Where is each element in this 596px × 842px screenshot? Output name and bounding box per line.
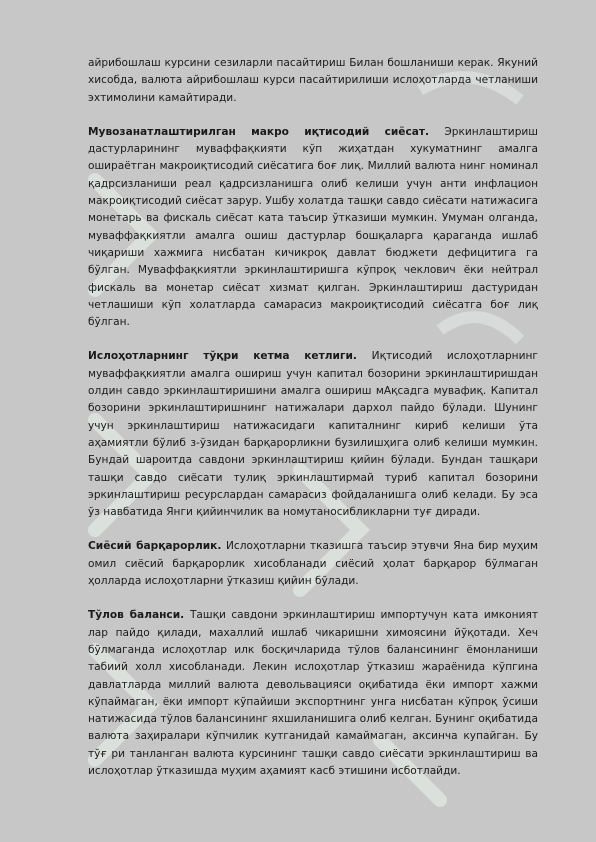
paragraph-4	[88, 538, 538, 590]
paragraph-2-text: Эркинлаштириш дастурларининг муваффақкияти кўп жиҳатдан хукуматнинг амалга ошираётган макроиқтисодий сиёсатига боғ лиқ. Миллий валюта нинг номинал қадрсизланиши реал қадрсизланишга олиб келиши учун анти инфлацион макроиқтисодий сиёсат зарур. Ушбу холатда ташқи савдо сиёсати натижасига монетарь ва фискаль сиёсат ката таъсир ўтказиши мумкин. Умуман олганда, муваффақкиятли амалга ошиш дастурлар бошқаларга қараганда ишлаб чиқариши хажмига нисбатан кичикроқ давлат бюджети дефицитига га бўлган. Муваффақкиятли эркинлаштиришга кўпроқ чеклович ёки нейтрал фискаль ва монетар сиёсат хизмат қилган. Эркинлаштириш дастуридан четлашиши кўп холатларда самарасиз макроиқтисодий сиёсатга боғ лиқ бўлган.	[88, 125, 538, 329]
paragraph-3-text: Иқтисодий ислоҳотларнинг муваффақкиятли амалга ошириш учун капитал бозорини эркинлаштиришдан олдин савдо эркинлаштиришини амалга ошириш мАқсадга мувафиқ. Капитал бозорини эркинлаштиришнинг натижалари дархол пайдо бўлади. Шунинг учун эркинлаштириш натижасидаги капиталнинг кириб келиши ўта аҳамиятли бўлиб з-ўзидан барқарорликни бузилишҳига олиб келиши мумкин. Бундай шароитда савдони эркинлаштириш қийин бўлади. Бундан ташқари ташқи савдо сиёсати тулиқ эркинлаштирмай туриб капитал бозорини эркинлаштириш ресурслардан самарасиз фойдаланишга олиб келади. Бу эса ўз навбатида Янги қийинчилик ва номутаносибликларни туғ диради.	[88, 350, 538, 519]
paragraph-1-text: айрибошлаш курсини сезиларли пасайтириш Билан бошланиши керак. Якуний хисобда, валюта айрибошлаш курси пасайтирилиши ислоҳотларда четланиши эхтимолини камайтиради.	[88, 57, 538, 104]
paragraph-1	[88, 55, 538, 107]
document-body	[88, 55, 538, 797]
paragraph-5-text: Ташқи савдони эркинлаштириш импортучун ката имконият лар пайдо қилади, махаллий ишлаб чикаришни химоясини йўқотади. Хеч бўлмаганда ислоҳотлар илк босқичларида тўлов балансининг ёмонланиши табиий холл хисобланади. Лекин ислоҳотлар ўтказиш жараёнида кўпгина давлатларда миллий валюта девольвацияси оқибатида ёки импорт хажми кўпаймаган, ёки импорт кўпайиши экспортнинг унга нисбатан кўпроқ ўсиши натижасида тўлов балансининг яхшиланишига олиб келган. Бунинг оқибатида валюта заҳиралари кўпчилик кутганидай камаймаган, аксинча купайган. Бу тўғ ри танланган валюта курсининг ташқи савдо сиёсати эркинлаштириш ва ислоҳотлар ўтказишда муҳим аҳамият касб этишини исботлайди.	[88, 609, 538, 777]
paragraph-2-heading: Мувозанатлаштирилган макро иқтисодий сиёсат.	[88, 125, 445, 138]
paragraph-3	[88, 348, 538, 521]
paragraph-4-text: Ислоҳотларни тказишга таъсир этувчи Яна бир муҳим омил сиёсий барқарорлик хисобланади сиёсий ҳолат барқарор бўлмаган ҳолларда ислоҳотларни ўтказиш қийин бўлади.	[88, 540, 539, 588]
paragraph-5	[88, 607, 538, 780]
paragraph-2	[88, 124, 538, 332]
paragraph-4-heading: Сиёсий барқарорлик.	[88, 540, 226, 553]
paragraph-5-heading: Тўлов баланси.	[88, 609, 190, 622]
paragraph-3-heading: Ислоҳотларнинг тўқри кетма кетлиги.	[88, 350, 372, 363]
